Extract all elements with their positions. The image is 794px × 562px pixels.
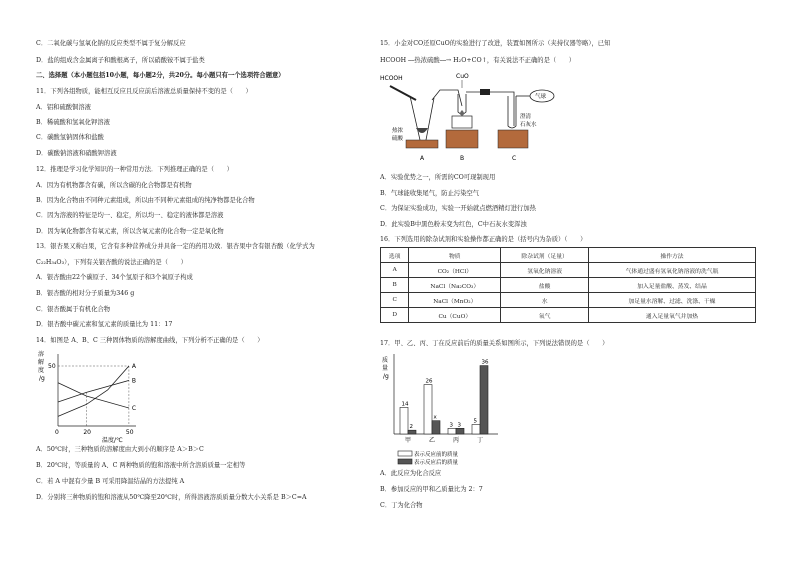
sol-series-group [58, 363, 137, 416]
q15-option-c: C．为保证实验成功，实验一开始就点燃酒精灯进行加热 [380, 205, 536, 212]
question-16: 16．下列选用的除杂试剂和实验操作都正确的是（括号内为杂质）（ ） [380, 236, 587, 243]
q13-option-d: D．银杏酸中碳元素和氢元素的质量比为 11：17 [36, 321, 173, 328]
bar-label-丙-1: 3 [457, 422, 461, 429]
question-13: 13．银杏果又称白果，它含有多种营养成分并具备一定的药用功效．银杏果中含有银杏酸（化学式为 [36, 243, 315, 250]
question-15: 15．小金对CO还原CuO的实验进行了改进，装置如图所示（夹持仪器等略），已知 [380, 40, 611, 47]
q11-option-c: C．碳酸氢钠固体和盐酸 [36, 134, 104, 141]
q13-option-b: B．银杏酸的相对分子质量为346 g [36, 290, 135, 297]
q13-option-a: A．银杏酸由22个碳原子、34个氢原子和3个氧原子构成 [36, 274, 193, 281]
category-label-甲: 甲 [405, 437, 412, 444]
bar-label-乙-0: 26 [425, 378, 433, 385]
test-tube-c [508, 96, 516, 128]
q15-option-b: B．气球能收集尾气，防止污染空气 [380, 190, 480, 197]
legend-after: 表示反应后的质量 [414, 460, 459, 466]
q14-option-d: D．分别将三种物质的饱和溶液从50℃降至20℃时，所得溶液溶质质量分数大小关系是 B＞C=A [36, 494, 307, 501]
bar-ylabel-2: 量 [382, 365, 389, 372]
q11-option-a: A．铝和硫酸铜溶液 [36, 104, 91, 111]
bar-label-甲-1: 2 [409, 424, 413, 431]
bar-label-甲-0: 14 [401, 401, 409, 408]
question-13-cont: C₂₂H₃₄O₃），下列有关银杏酸的说法正确的是（ ） [36, 259, 187, 266]
cell: C [381, 293, 409, 308]
q12-option-d: D．因为氧化物都含有氧元素，所以含氧元素的化合物一定是氧化物 [36, 228, 224, 235]
mass-bar-chart [380, 350, 510, 470]
legend-before: 表示反应前的质量 [414, 452, 459, 458]
q17-option-b: B．参加反应的甲和乙质量比为 2：7 [380, 486, 483, 493]
bar-label-丁-0: 5 [473, 418, 477, 425]
bar-label-乙-1: x [433, 414, 437, 421]
q15-option-d: D．此实验B中黑色粉末变为红色，C中石灰水变浑浊 [380, 221, 527, 228]
question-12: 12．推理是学习化学知识的一种常用方法．下列推理正确的是（ ） [36, 166, 233, 173]
burner [452, 116, 472, 128]
connect-tube-ab [432, 90, 462, 106]
cell: 加足量水溶解、过滤、洗涤、干燥 [588, 293, 755, 308]
q11-option-b: B．稀硫酸和氢氧化钾溶液 [36, 119, 110, 126]
cell: 气体通过盛有氢氧化钠溶液的洗气瓶 [588, 263, 755, 278]
sol-ylabel-2: 解 [38, 359, 45, 366]
y-tube-a [410, 96, 434, 143]
legend-swatch-before [398, 451, 412, 456]
hcooh-label: HCOOH [380, 75, 403, 82]
cell: D [381, 308, 409, 323]
q11-option-d: D．碳酸钠溶液和硝酸钾溶液 [36, 150, 117, 157]
legend-swatch-after [398, 459, 412, 464]
category-label-乙: 乙 [429, 437, 436, 444]
bar-甲-1 [408, 430, 416, 434]
sol-ylabel-1: 溶 [38, 351, 45, 358]
acid-label-2: 硫酸 [392, 136, 404, 142]
series-label-C: C [131, 405, 137, 412]
dropper [390, 86, 416, 100]
sol-xtick-20: 20 [83, 429, 92, 436]
label-c: C [512, 155, 517, 162]
th-option: 选项 [381, 248, 409, 263]
cell: NaCl（MnO₂） [409, 293, 501, 308]
category-label-丙: 丙 [453, 437, 460, 444]
cell: 氧气 [501, 308, 589, 323]
sol-xtick-0: 0 [55, 429, 59, 436]
q14-option-c: C．若 A 中混有少量 B 可采用降温结晶的方法提纯 A [36, 478, 185, 485]
cell: 水 [501, 293, 589, 308]
apparatus-diagram [380, 68, 580, 164]
bar-丁-0 [472, 425, 480, 435]
q12-option-b: B．因为化合物由不同种元素组成，所以由不同种元素组成的纯净物都是化合物 [36, 197, 255, 204]
sol-xlabel: 温度/℃ [102, 437, 123, 444]
series-line-B [58, 380, 129, 402]
bar-label-丁-1: 36 [481, 359, 489, 366]
stand-c [498, 130, 528, 148]
solubility-chart [36, 346, 146, 446]
limewater-label-2: 石灰水 [520, 122, 537, 128]
option-c-q10: C．二氧化碳与氢氧化钠的反应类型不属于复分解反应 [36, 40, 186, 47]
cell: Cu（CuO） [409, 308, 501, 323]
table-row [381, 308, 756, 323]
cell: B [381, 278, 409, 293]
cell: CO₂（HCl） [409, 263, 501, 278]
cell: 加入足量盐酸、蒸发、结晶 [588, 278, 755, 293]
cell: 通入足量氧气并加热 [588, 308, 755, 323]
th-method: 操作方法 [588, 248, 755, 263]
option-d-q10: D．盐的组成含金属离子和酸根离子，所以硝酸铵不属于盐类 [36, 57, 205, 64]
table-header-row [381, 248, 756, 263]
q17-option-c: C．丁为化合物 [380, 502, 423, 509]
cell: A [381, 263, 409, 278]
th-reagent: 除杂试剂（足量） [501, 248, 589, 263]
sol-y-tick: 50 [48, 363, 56, 370]
impurity-table [380, 247, 756, 323]
table-row [381, 293, 756, 308]
series-label-B: B [131, 377, 137, 385]
q12-option-a: A．因为有机物都含有碳，所以含碳的化合物都是有机物 [36, 182, 192, 189]
bar-乙-1 [432, 421, 440, 434]
bar-丙-0 [448, 428, 456, 434]
question-14: 14．如图是 A、B、C 三种固体物质的溶解度曲线，下列分析不正确的是（ ） [36, 337, 264, 344]
q14-option-b: B．20℃时，等质量的 A、C 两种物质的饱和溶液中所含溶质质量一定相等 [36, 462, 246, 469]
tube-b-to-c [466, 92, 514, 126]
label-a: A [420, 155, 425, 162]
category-label-丁: 丁 [477, 437, 484, 444]
q13-option-c: C．银杏酸属于有机化合物 [36, 306, 111, 313]
q14-option-a: A．50℃时，三种物质的溶解度由大到小的顺序是 A＞B＞C [36, 446, 204, 453]
section-heading: 二、选择题（本小题包括10小题，每小题2分，共20分。每小题只有一个选项符合题意） [36, 72, 285, 79]
cell: 盐酸 [501, 278, 589, 293]
balloon-label: 气球 [535, 94, 547, 100]
bar-label-丙-0: 3 [449, 422, 453, 429]
sol-xtick-50: 50 [125, 429, 134, 436]
sol-ylabel-3: 度 [38, 367, 45, 374]
th-substance: 物质 [409, 248, 501, 263]
table-row [381, 263, 756, 278]
question-11: 11．下列各组物质，能相互反应且反应前后溶液总质量保持不变的是（ ） [36, 88, 252, 95]
limewater-label-1: 澄清 [520, 114, 532, 120]
bar-ylabel-1: 质 [382, 357, 389, 364]
series-line-C [58, 383, 129, 408]
label-b: B [460, 155, 465, 162]
bar-marks-group [400, 360, 489, 444]
question-15-equation: HCOOH ⎯⎯热浓硫酸⎯⎯→ H₂O+CO↑，有关说法不正确的是（ ） [380, 57, 576, 64]
bar-丙-1 [456, 428, 464, 434]
q12-option-c: C．因为溶液的特征是均一、稳定，所以均一、稳定的液体都是溶液 [36, 212, 224, 219]
sol-ylabel-4: /g [39, 375, 45, 382]
q15-option-a: A．实验优势之一，所需的CO可现制现用 [380, 174, 496, 181]
bar-乙-0 [424, 385, 432, 434]
cell: NaCl（Na₂CO₃） [409, 278, 501, 293]
stand-b [446, 130, 478, 148]
bar-甲-0 [400, 407, 408, 434]
table-row [381, 278, 756, 293]
cuo-label: CuO [456, 73, 469, 80]
question-17: 17．甲、乙、丙、丁在反应前后的质量关系如图所示，下列说法错误的是（ ） [380, 340, 609, 347]
series-label-A: A [131, 363, 137, 370]
series-line-A [58, 366, 129, 416]
cell: 氢氧化钠溶液 [501, 263, 589, 278]
stand-a [406, 140, 438, 148]
bar-ylabel-3: /g [383, 373, 389, 380]
q17-option-a: A．此反应为化合反应 [380, 470, 442, 477]
bar-丁-1 [480, 366, 488, 434]
acid-label-1: 热浓 [392, 128, 404, 134]
